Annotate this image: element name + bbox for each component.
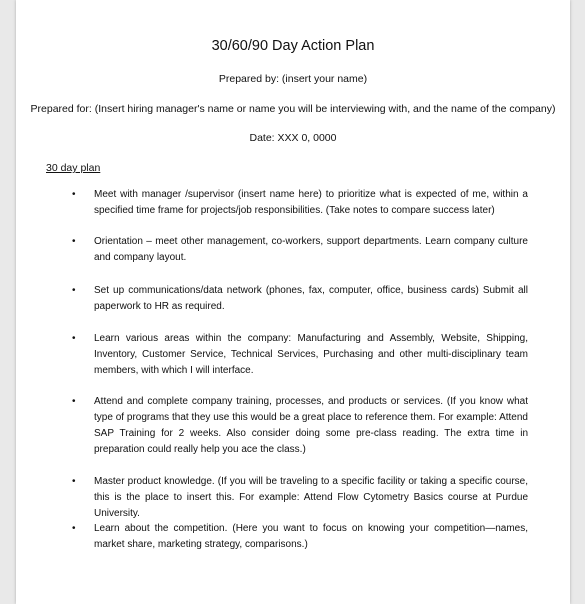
bullet-icon: • [72,236,76,247]
prepared-by-line: Prepared by: (insert your name) [218,73,368,85]
document-title: 30/60/90 Day Action Plan [211,38,375,54]
document-page [16,0,570,604]
list-item [72,331,528,379]
list-item-text: Learn about the competition. (Here you want to focus on knowing your competition—names, market share, marketing strategy, comparisons.) [94,523,528,550]
list-item-text: Meet with manager /supervisor (insert name here) to prioritize what is expected of me, within a specified time frame for projects/job responsibilities. (Take notes to compare success later) [94,189,528,216]
list-item [72,187,528,219]
list-item-text: Attend and complete company training, processes, and products or services. (If you know what type of programs that they use this would be a great place to reference them. For example: Attend SAP Training for 2 weeks. Also consider doing some pre-class reading. The extra time in preparation could really help you ace the class.) [94,396,528,455]
bullet-icon: • [72,523,76,534]
list-item [72,474,528,522]
list-item-text: Learn various areas within the company: Manufacturing and Assembly, Website, Shipping, Inventory, Customer Service, Technical Services, Purchasing and other multi-disciplinary team members, with which I will interface. [94,333,528,376]
bullet-icon: • [72,285,76,296]
list-item [72,283,528,315]
prepared-for-line: Prepared for: (Insert hiring manager's name or name you will be interviewing with, and the name of the company) [30,103,556,115]
bullet-icon: • [72,476,76,487]
bullet-icon: • [72,189,76,200]
list-item [72,394,528,458]
section-heading-30-day: 30 day plan [46,162,101,174]
list-item-text: Master product knowledge. (If you will be traveling to a specific facility or taking a specific course, this is the place to insert this. For example: Attend Flow Cytometry Basics course at Purdue University. [94,476,528,519]
bullet-icon: • [72,333,76,344]
list-item [72,234,528,266]
bullet-icon: • [72,396,76,407]
list-item-text: Orientation – meet other management, co-workers, support departments. Learn company culture and company layout. [94,236,528,263]
list-item-text: Set up communications/data network (phones, fax, computer, office, business cards) Submit all paperwork to HR as required. [94,285,528,312]
list-item [72,521,528,553]
date-line: Date: XXX 0, 0000 [249,132,337,144]
